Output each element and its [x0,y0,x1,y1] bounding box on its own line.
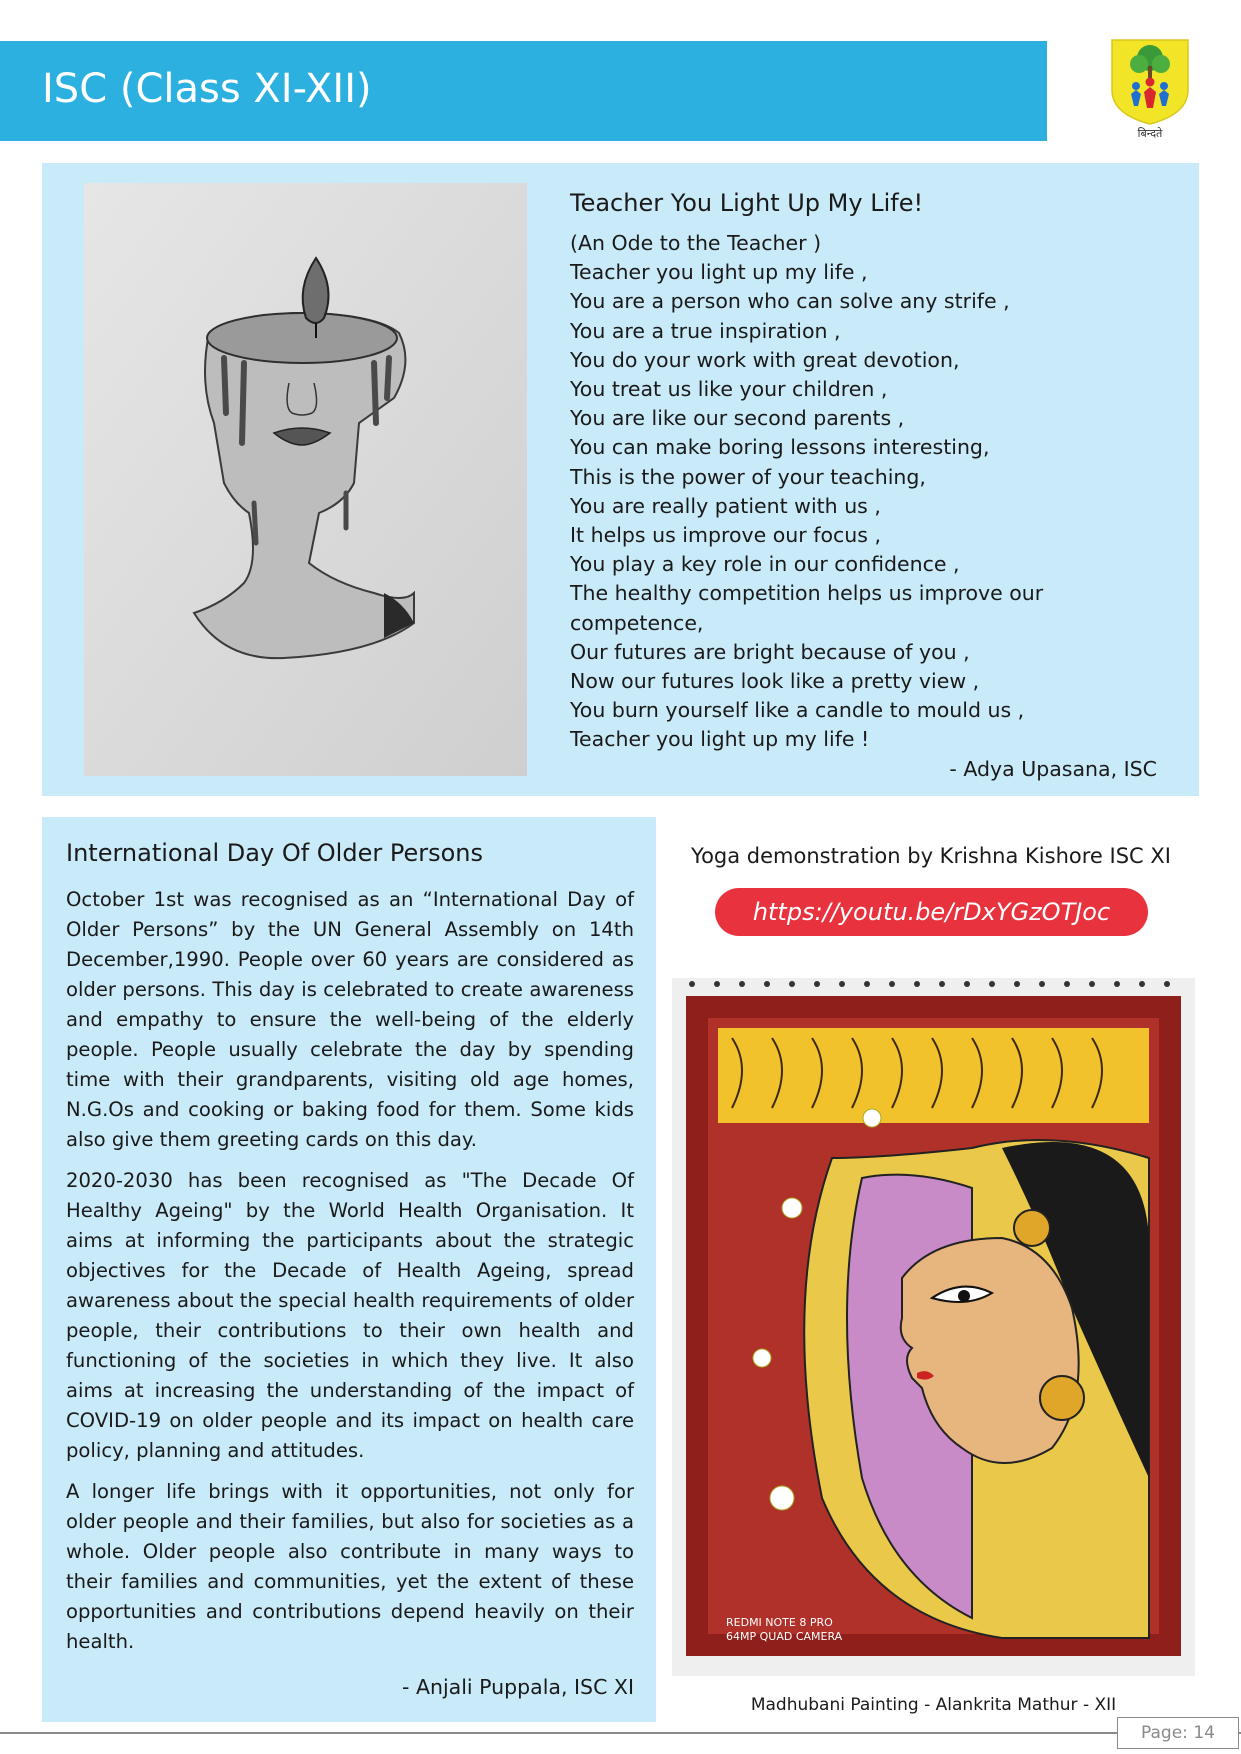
madhubani-painting [672,978,1195,1676]
poem-line: This is the power of your teaching, [570,464,926,489]
poem-author: - Adya Upasana, ISC [949,757,1157,781]
poem-line: You are a person who can solve any strife , [570,289,1010,314]
poem-line: The healthy competition helps us improve our [570,581,1044,606]
article-paragraph: October 1st was recognised as an “International Day of Older Persons” by the UN General Assembly on 14th December,1990. People over 60 years are considered as older persons. This day is celebrated to create awareness and empathy to ensure the well-being of the elderly people. People usually celebrate the day by spending time with their grandparents, visiting old age homes, N.G.Os and cooking or baking food for them. Some kids also give them greeting cards on this day. [66,888,634,1151]
school-logo [1100,34,1200,146]
yoga-caption: Yoga demonstration by Krishna Kishore ISC XI [691,844,1171,868]
logo-caption: बिन्दते [1137,127,1163,140]
camera-watermark: REDMI NOTE 8 PRO [726,1616,833,1629]
youtube-link-button[interactable]: https://youtu.be/rDxYGzOTJoc [715,888,1148,936]
poem-line: You are like our second parents , [570,406,905,431]
candle-face-sketch [84,183,527,776]
poem-line: You play a key role in our confidence , [570,552,960,577]
poem-line: You are a true inspiration , [570,318,841,343]
page-number: Page: 14 [1117,1717,1239,1749]
poem-line: It helps us improve our focus , [570,523,881,548]
article-body [66,885,634,1668]
poem-line: Teacher you light up my life , [570,260,868,285]
article-title: International Day Of Older Persons [66,839,483,867]
article-author: - Anjali Puppala, ISC XI [402,1675,634,1699]
poem-line: You treat us like your children , [570,377,888,402]
poem-line: You burn yourself like a candle to mould us , [570,698,1025,723]
poem-line: Now our futures look like a pretty view , [570,669,980,694]
page-title: ISC (Class XI-XII) [42,66,372,112]
article-paragraph: A longer life brings with it opportunities, not only for older people and their families, but also for societies as a whole. Older people also contribute in many ways to their families and communities, yet the extent of these opportunities and contributions depend heavily on their health. [66,1480,634,1653]
poem-title: Teacher You Light Up My Life! [570,189,924,217]
poem-text [570,229,1170,755]
poem-line: You do your work with great devotion, [570,347,960,372]
poem-line: You can make boring lessons interesting, [570,435,990,460]
poem-line: Teacher you light up my life ! [570,727,870,752]
poem-line: You are really patient with us , [570,493,881,518]
poem-line: (An Ode to the Teacher ) [570,231,822,255]
poem-line: competence, [570,610,704,635]
painting-image [672,978,1195,1676]
painting-caption: Madhubani Painting - Alankrita Mathur - XII [750,1695,1117,1715]
school-emblem-icon [1100,34,1200,126]
pencil-sketch-image [84,183,527,776]
article-paragraph: 2020-2030 has been recognised as "The Decade Of Healthy Ageing" by the World Health Organisation. It aims at informing the participants about the strategic objectives for the Decade of Health Ageing, spread awareness about the special health requirements of older people, their contributions to their own health and functioning of the societies in which they live. It also aims at increasing the understanding of the impact of COVID-19 on older people and its impact on health care policy, planning and attitudes. [66,1169,634,1462]
poem-line: Our futures are bright because of you , [570,639,970,664]
footer-rule [0,1732,1241,1734]
camera-watermark: 64MP QUAD CAMERA [726,1630,843,1643]
header-banner [0,41,1047,141]
